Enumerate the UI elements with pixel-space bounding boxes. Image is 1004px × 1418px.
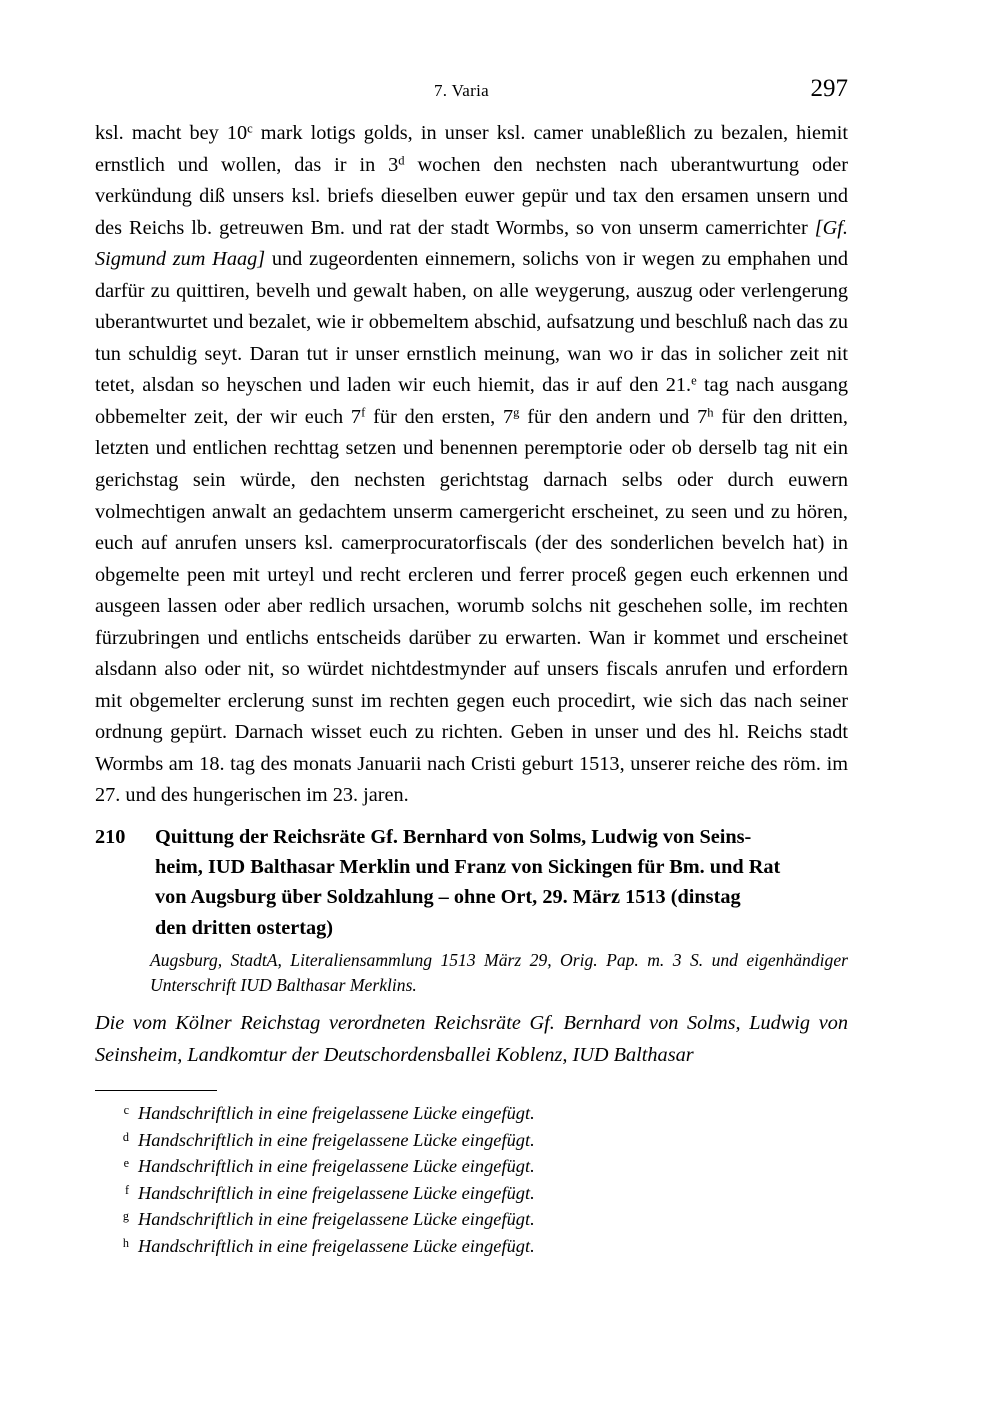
- footnote-item-text: Handschriftlich in eine freigelassene Lücke eingefügt.: [138, 1129, 535, 1150]
- footnote-marker-d: d: [398, 153, 405, 168]
- footnote-separator-rule: [95, 1090, 217, 1091]
- editorial-insertion: [Gf. Sigmund zum Haag]: [95, 216, 848, 271]
- footnote-item-marker: f: [124, 1182, 129, 1197]
- body-segment-7: für den andern und 7: [519, 405, 708, 428]
- footnote-item-text: Handschriftlich in eine freigelassene Lücke eingefügt.: [138, 1103, 535, 1123]
- footnote-apparatus: [95, 1090, 848, 1260]
- footnote-item: [95, 1100, 848, 1127]
- entry-heading: [95, 822, 848, 943]
- footnote-item-marker: h: [122, 1235, 129, 1250]
- running-head: [95, 75, 848, 104]
- page-number: 297: [810, 75, 848, 102]
- footnote-item-marker: g: [122, 1209, 129, 1224]
- body-segment-1: ksl. macht bey 10: [95, 122, 248, 144]
- footnote-item-text: Handschriftlich in eine freigelassene Lücke eingefügt.: [138, 1182, 535, 1203]
- footnote-item: [95, 1206, 848, 1233]
- footnote-item: [95, 1233, 848, 1260]
- footnote-item-text: Handschriftlich in eine freigelassene Lücke eingefügt.: [138, 1209, 535, 1230]
- footnote-item-marker: e: [123, 1156, 129, 1171]
- footnote-item: [95, 1153, 848, 1180]
- entry-number: 210: [95, 826, 126, 848]
- body-segment-4: und zugeordenten einnemern, solichs von ir wegen zu emphahen und darfür zu quittiren, bevelh und gewalt haben, on alle weygerung, auszug oder verlengerung uberantwurtet und bezalet, wie ir obbemeltem abschid, aufsatzung und beschluß nach das zu tun schuldig seyt. Daran tut ir unser ernstlich meinung, wan wo ir das in solicher zeit nit tetet, alsdan so heyschen und laden wir euch hiemit, das ir auf den 21.: [95, 248, 848, 397]
- footnote-item-text: Handschriftlich in eine freigelassene Lücke eingefügt.: [138, 1235, 535, 1256]
- body-segment-8: für den dritten, letzten und entlichen rechttag setzen und benennen peremptorie oder ob derselb tag nit ein gerichstag sein würde, den nechsten gerichtstag darnach selbs oder durch euwern volmechtigen anwalt an gedachtem unserm camergericht erscheinet, zu seen und zu hören, euch auf anrufen unsers ksl. camerprocuratorfiscals (der des sonderlichen bevelch hat) in obgemelte peen mit urteyl und recht ercleren und ferrer proceß gegen euch erkennen und ausgeen lassen oder aber redlich ursachen, worumb solchs nit geschehen solle, im rechten fürzubringen und entlichs entscheids darüber zu erwarten. Wan ir kommet und erscheinet alsdann also oder nit, so würdet nichtdestmynder auf unsers fiscals anrufen und erfordern mit obgemelter erclerung sunst im rechten gegen euch procedirt, wie sich das nach seiner ordnung gepürt. Darnach wisset euch zu richten. Geben in unser und des hl. Reichs stadt Wormbs am 18. tag des monats Januarii nach Cristi geburt 1513, unserer reiche des röm. im 27. und des hungerischen im 23. jaren.: [95, 405, 849, 807]
- running-head-title: 7. Varia: [434, 81, 489, 100]
- body-segment-3: wochen den nechsten nach uberantwurtung oder verkündung diß unsers ksl. briefs dieselben euwer gepür und tax den ersamen unsern und des Reichs lb. getreuwen Bm. und rat der stadt Wormbs, so von unserm camerrichter: [95, 153, 848, 239]
- footnote-marker-g: g: [513, 405, 520, 420]
- entry-title-line-3: von Augsburg über Soldzahlung – ohne Ort, 29. März 1513 (dinstag: [155, 886, 741, 909]
- body-segment-5: tag nach ausgang obbemelter zeit, der wir euch 7: [95, 374, 848, 428]
- entry-title-line-4: den dritten ostertag): [155, 916, 333, 939]
- footnote-item-marker: c: [123, 1103, 129, 1117]
- footnote-item-text: Handschriftlich in eine freigelassene Lücke eingefügt.: [138, 1156, 535, 1177]
- entry-title-line-2: heim, IUD Balthasar Merklin und Franz von Sickingen für Bm. und Rat: [155, 856, 781, 879]
- footnote-marker-c: c: [247, 121, 253, 136]
- footnote-marker-e: e: [691, 373, 697, 388]
- body-segment-6: für den ersten, 7: [365, 405, 514, 428]
- footnote-item: [95, 1180, 848, 1207]
- archival-source-note: Augsburg, StadtA, Literaliensammlung 1513 März 29, Orig. Pap. m. 3 S. und eigenhändiger Unterschrift IUD Balthasar Merklins.: [150, 950, 848, 995]
- footnote-marker-h: h: [707, 405, 714, 420]
- regest-paragraph: Die vom Kölner Reichstag verordneten Reichsräte Gf. Bernhard von Solms, Ludwig von Seinsheim, Landkomtur der Deutschordensballei Koblenz, IUD Balthasar: [95, 1012, 848, 1066]
- footnote-marker-f: f: [361, 405, 366, 420]
- body-text-block: [95, 118, 848, 812]
- entry-title-line-1: Quittung der Reichsräte Gf. Bernhard von Solms, Ludwig von Seins-: [155, 826, 752, 848]
- body-segment-2: mark lotigs golds, in unser ksl. camer unableßlich zu bezalen, hiemit ernstlich und wollen, das ir in 3: [95, 122, 848, 176]
- footnote-item-marker: d: [122, 1129, 129, 1144]
- footnote-item: [95, 1127, 848, 1154]
- body-paragraph: [95, 118, 848, 812]
- entry-210: [95, 822, 848, 943]
